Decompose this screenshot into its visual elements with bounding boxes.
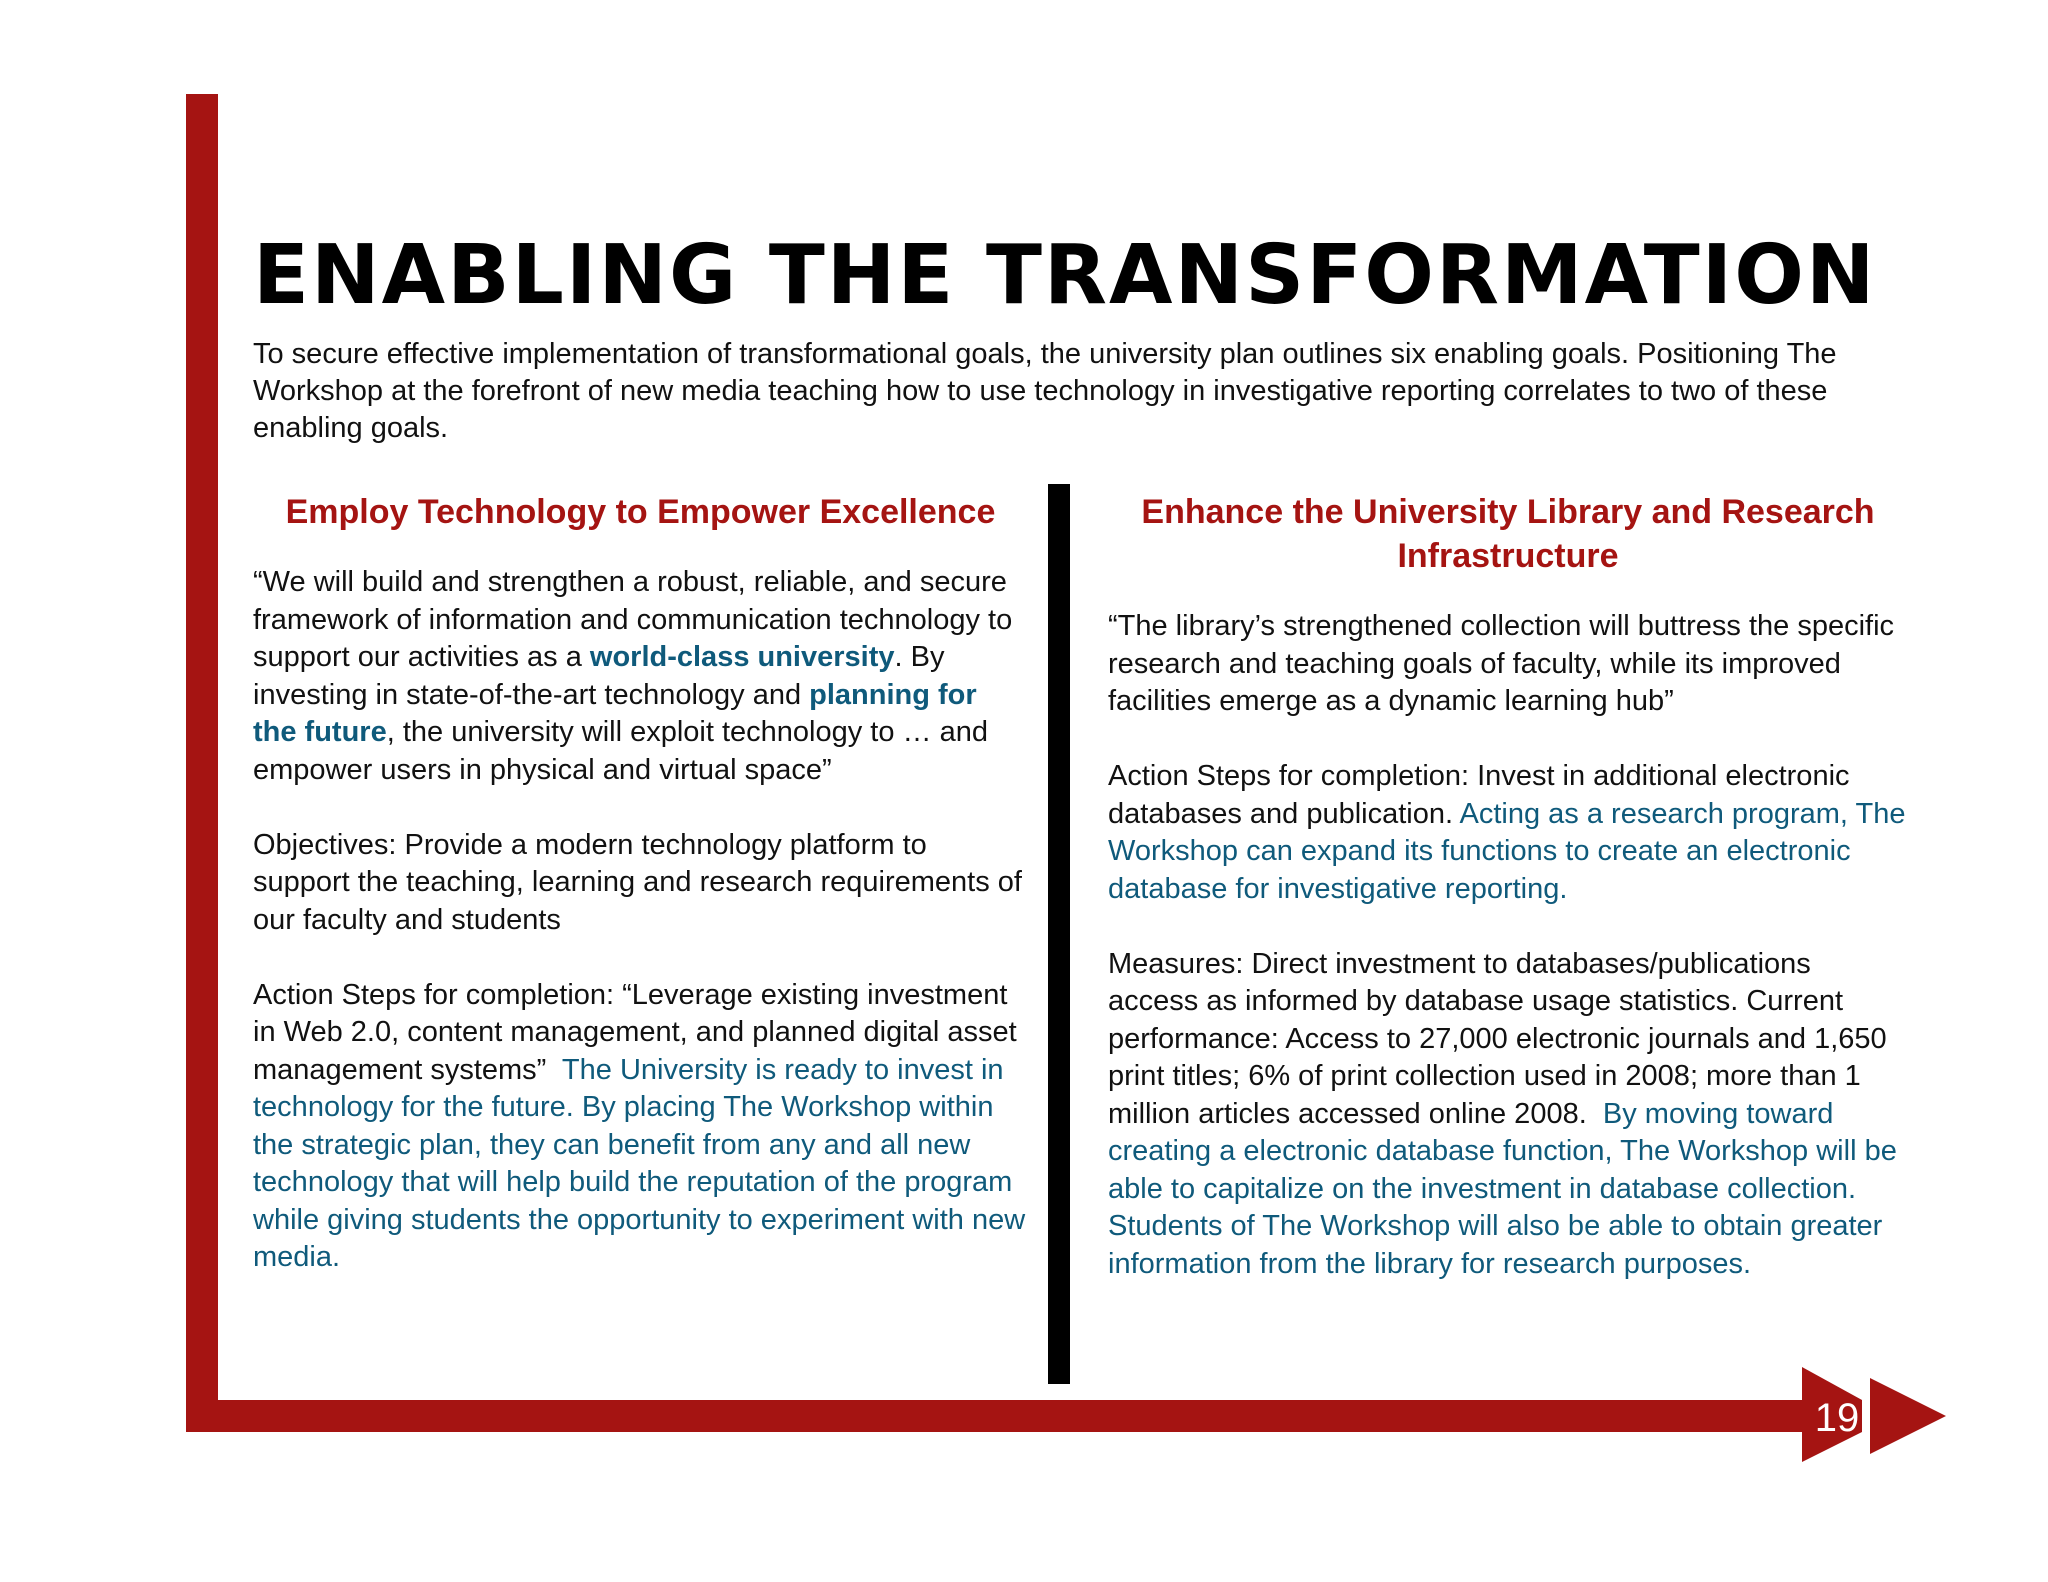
left-quote-part1: “We will build and strengthen a robust, reliable, and secure framework of information and communication technology to support our activities as a [253, 566, 1013, 673]
left-quote-part2: . By investing in state-of-the-art technology and [253, 641, 945, 711]
right-column-heading: Enhance the University Library and Research Infrastructure [1141, 493, 1875, 575]
right-measures-text: Measures: Direct investment to databases/publications access as informed by database usage statistics. Current performance: Access to 27,000 electronic journals and 1,650 print titles; 6% of print collection used in 2008; more than 1 million articles accessed online 2008. [1108, 947, 1887, 1130]
right-quote: “The library’s strengthened collection will buttress the specific research and teaching goals of faculty, while its improved facilities emerge as a dynamic learning hub” [1108, 610, 1895, 717]
left-quote-highlight-1: world-class university [589, 641, 895, 673]
left-quote-highlight-2: planning for the future [253, 678, 977, 748]
right-action-steps-highlight: Acting as a research program, The Workshop can expand its functions to create an electronic database for investigative reporting. [1108, 797, 1906, 905]
intro-paragraph: To secure effective implementation of transformational goals, the university plan outlines six enabling goals. Positioning The Workshop at the forefront of new media teaching how to use technology in investigative reporting correlates to two of these enabling goals. [253, 338, 1837, 444]
left-action-steps-highlight: The University is ready to invest in technology for the future. By placing The Workshop within the strategic plan, they can benefit from any and all new technology that will help build the reputation of the program while giving students the opportunity to experiment with new media. [253, 1053, 1026, 1273]
right-action-steps-text: Action Steps for completion: Invest in additional electronic databases and publication. [1108, 760, 1850, 830]
column-divider [1048, 484, 1070, 1384]
left-column-heading: Employ Technology to Empower Excellence [285, 493, 996, 531]
left-objectives: Objectives: Provide a modern technology platform to support the teaching, learning and research requirements of our faculty and students [253, 828, 1022, 936]
right-measures-highlight: By moving toward creating a electronic database function, The Workshop will be able to capitalize on the investment in database collection. Students of The Workshop will also be able to obtain greater information from the library for research purposes. [1108, 1097, 1897, 1280]
right-column [1108, 490, 1908, 1321]
left-quote-part3: , the university will exploit technology to … and empower users in physical and virtual space” [253, 716, 988, 786]
left-column [253, 490, 1028, 1314]
left-quote [253, 564, 1028, 789]
arrow-head-shape [1870, 1378, 1946, 1454]
page-number: 19 [1814, 1396, 1860, 1440]
page-title: ENABLING THE TRANSFORMATION [253, 228, 1877, 323]
right-action-steps [1108, 758, 1908, 908]
left-action-steps-text: Action Steps for completion: “Leverage existing investment in Web 2.0, content management, and planned digital asset management systems” [253, 978, 1017, 1086]
left-action-steps [253, 977, 1028, 1277]
right-measures [1108, 946, 1908, 1284]
